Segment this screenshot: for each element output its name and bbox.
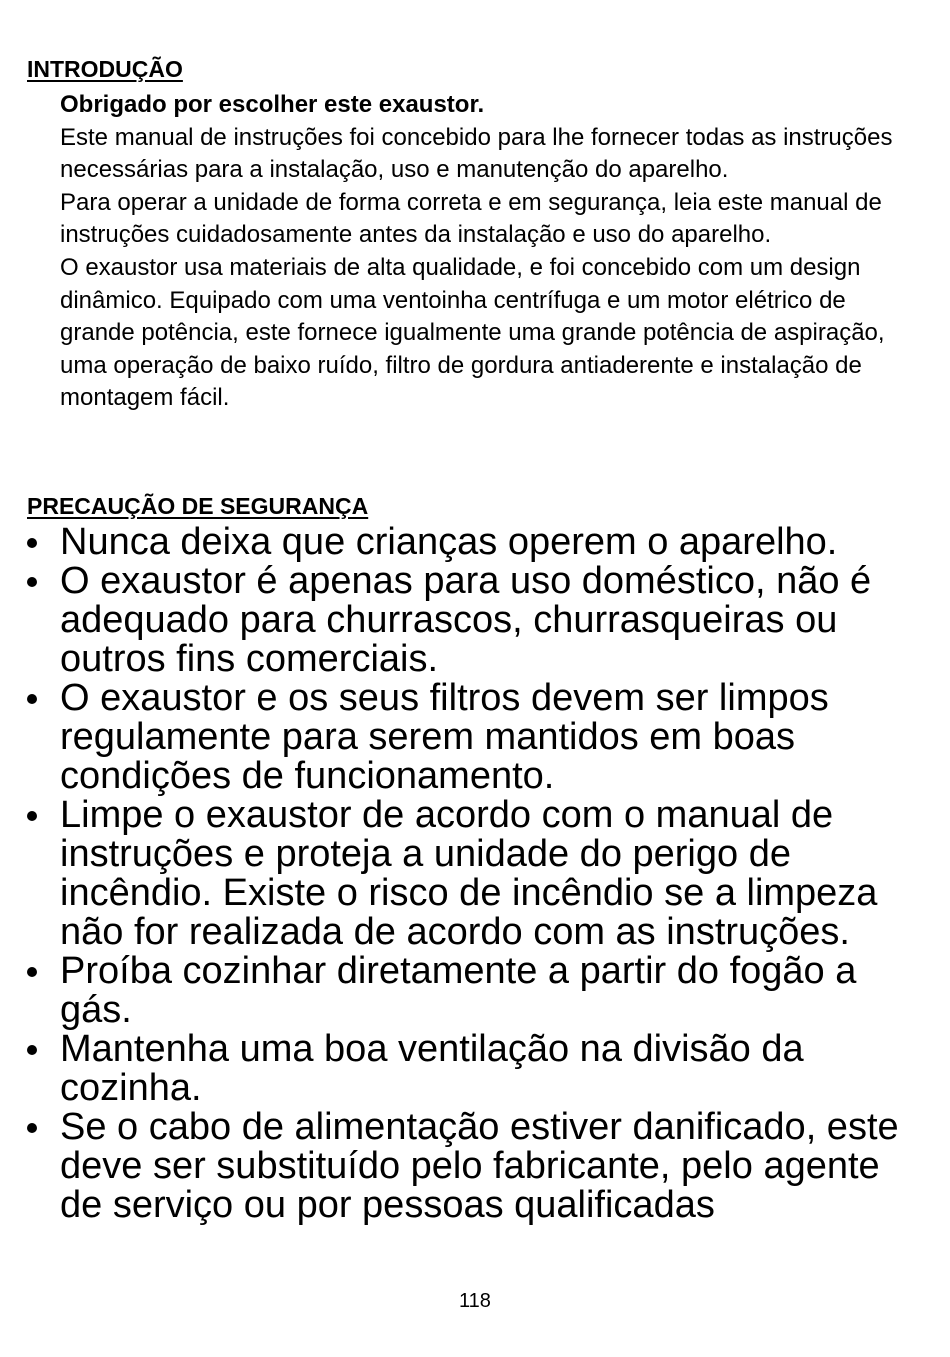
bullet-icon xyxy=(27,811,37,821)
bullet-icon xyxy=(27,967,37,977)
safety-item-text: Proíba cozinhar diretamente a partir do fogão a gás. xyxy=(60,950,857,1031)
intro-lead: Obrigado por escolher este exaustor. xyxy=(60,91,485,118)
safety-item xyxy=(0,796,950,952)
safety-item-text: O exaustor é apenas para uso doméstico, não é adequado para churrascos, churrasqueiras ou outros fins comerciais. xyxy=(60,560,872,680)
safety-heading: PRECAUÇÃO DE SEGURANÇA xyxy=(27,493,369,519)
safety-item xyxy=(0,952,950,1030)
safety-item xyxy=(0,1030,950,1108)
intro-heading: INTRODUÇÃO xyxy=(27,56,183,82)
safety-item-text: Se o cabo de alimentação estiver danificado, este deve ser substituído pelo fabricante, pelo agente de serviço ou por pessoas qualificadas xyxy=(60,1106,899,1226)
intro-paragraph: Para operar a unidade de forma correta e em segurança, leia este manual de instruções cuidadosamente antes da instalação e uso do aparelho. xyxy=(60,188,882,249)
intro-section xyxy=(60,89,920,415)
safety-item xyxy=(0,562,950,679)
bullet-icon xyxy=(27,538,37,548)
safety-list xyxy=(0,523,950,1225)
bullet-icon xyxy=(27,577,37,587)
bullet-icon xyxy=(27,1123,37,1133)
page-number: 118 xyxy=(459,1290,491,1312)
intro-paragraph: Este manual de instruções foi concebido para lhe fornecer todas as instruções necessárias para a instalação, uso e manutenção do aparelho. xyxy=(60,123,893,184)
safety-item xyxy=(0,523,950,562)
safety-item-text: Limpe o exaustor de acordo com o manual de instruções e proteja a unidade do perigo de incêndio. Existe o risco de incêndio se a limpeza não for realizada de acordo com as instruções. xyxy=(60,794,878,953)
intro-paragraph: O exaustor usa materiais de alta qualidade, e foi concebido com um design dinâmico. Equipado com uma ventoinha centrífuga e um motor elétrico de grande potência, este fornece igualmente uma grande potência de aspiração, uma operação de baixo ruído, filtro de gordura antiaderente e instalação de montagem fácil. xyxy=(60,253,885,412)
safety-item xyxy=(0,1108,950,1225)
bullet-icon xyxy=(27,1045,37,1055)
safety-item-text: O exaustor e os seus filtros devem ser limpos regulamente para serem mantidos em boas condições de funcionamento. xyxy=(60,677,829,797)
safety-item-text: Nunca deixa que crianças operem o aparelho. xyxy=(60,521,838,563)
safety-item xyxy=(0,679,950,796)
bullet-icon xyxy=(27,694,37,704)
safety-item-text: Mantenha uma boa ventilação na divisão da cozinha. xyxy=(60,1028,804,1109)
